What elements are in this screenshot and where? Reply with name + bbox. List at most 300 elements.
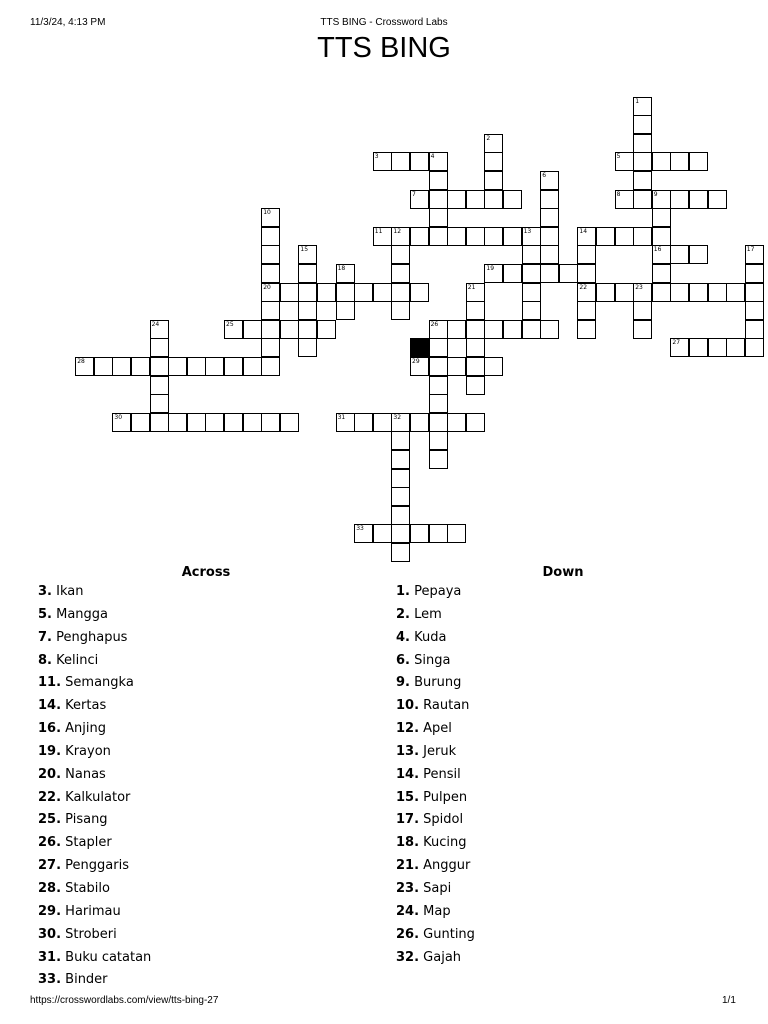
grid-cell[interactable]: [243, 357, 262, 376]
grid-cell[interactable]: [484, 227, 503, 246]
grid-cell[interactable]: [429, 394, 448, 413]
grid-cell[interactable]: [150, 320, 169, 339]
clue-text: Pensil: [419, 766, 461, 782]
clue-text: Stabilo: [61, 880, 110, 896]
across-clue: [38, 926, 151, 949]
clue-text: Kalkulator: [61, 789, 131, 805]
grid-cell[interactable]: [261, 283, 280, 302]
grid-cell[interactable]: [336, 413, 355, 432]
grid-cell[interactable]: [577, 245, 596, 264]
clue-number: 17.: [396, 812, 420, 828]
cell-number: 23: [635, 283, 643, 291]
grid-cell[interactable]: [540, 264, 559, 283]
grid-cell[interactable]: [429, 320, 448, 339]
cell-number: 28: [77, 357, 85, 365]
grid-cell[interactable]: [373, 413, 392, 432]
down-clue: [396, 857, 475, 880]
grid-cell[interactable]: [596, 227, 615, 246]
grid-cell[interactable]: [447, 320, 466, 339]
grid-cell[interactable]: [391, 431, 410, 450]
grid-cell[interactable]: [447, 227, 466, 246]
grid-cell[interactable]: [689, 152, 708, 171]
grid-cell[interactable]: [298, 338, 317, 357]
grid-cell[interactable]: [261, 320, 280, 339]
cell-number: 7: [412, 190, 416, 198]
grid-cell[interactable]: [168, 357, 187, 376]
grid-cell[interactable]: [298, 320, 317, 339]
across-clue: [38, 583, 151, 606]
grid-cell[interactable]: [726, 338, 745, 357]
grid-cell[interactable]: [429, 171, 448, 190]
grid-cell[interactable]: [261, 245, 280, 264]
clue-text: Kelinci: [51, 652, 99, 668]
grid-cell[interactable]: [633, 283, 652, 302]
grid-cell[interactable]: [205, 357, 224, 376]
clue-number: 28.: [38, 880, 62, 896]
clue-text: Penghapus: [51, 629, 128, 645]
grid-cell[interactable]: [708, 338, 727, 357]
clue-text: Ikan: [51, 584, 84, 599]
grid-cell[interactable]: [429, 524, 448, 543]
grid-cell[interactable]: [373, 227, 392, 246]
cell-number: 22: [579, 283, 588, 291]
across-clue: [38, 857, 151, 880]
grid-cell[interactable]: [429, 227, 448, 246]
grid-cell[interactable]: [205, 413, 224, 432]
grid-cell[interactable]: [447, 357, 466, 376]
clue-text: Apel: [419, 721, 452, 737]
grid-cell[interactable]: [652, 283, 671, 302]
down-clue: [396, 811, 475, 834]
grid-cell[interactable]: [689, 245, 708, 264]
grid-cell[interactable]: [336, 301, 355, 320]
grid-cell[interactable]: [317, 283, 336, 302]
grid-cell[interactable]: [615, 227, 634, 246]
across-heading: Across: [181, 565, 231, 580]
grid-cell[interactable]: [670, 245, 689, 264]
grid-cell[interactable]: [429, 338, 448, 357]
down-clue: [396, 652, 475, 675]
grid-cell[interactable]: [429, 208, 448, 227]
grid-cell[interactable]: [410, 190, 429, 209]
grid-cell[interactable]: [484, 320, 503, 339]
down-clue: [396, 789, 475, 812]
clue-text: Buku catatan: [61, 949, 152, 965]
grid-cell[interactable]: [429, 413, 448, 432]
grid-cell[interactable]: [354, 524, 373, 543]
grid-cell[interactable]: [224, 357, 243, 376]
cell-number: 30: [114, 413, 123, 421]
down-clue: [396, 743, 475, 766]
grid-cell[interactable]: [466, 338, 485, 357]
cell-number: 9: [653, 190, 658, 198]
clue-text: Spidol: [419, 812, 464, 828]
grid-cell[interactable]: [503, 227, 522, 246]
clue-number: 30.: [38, 926, 62, 942]
grid-cell[interactable]: [410, 152, 429, 171]
cell-number: 4: [430, 153, 435, 161]
grid-cell[interactable]: [503, 190, 522, 209]
grid-cell[interactable]: [540, 320, 559, 339]
grid-cell[interactable]: [429, 450, 448, 469]
grid-cell[interactable]: [559, 264, 578, 283]
grid-cell[interactable]: [615, 190, 634, 209]
grid-cell[interactable]: [577, 264, 596, 283]
grid-cell[interactable]: [745, 264, 764, 283]
grid-cell[interactable]: [429, 376, 448, 395]
grid-cell[interactable]: [689, 190, 708, 209]
grid-cell[interactable]: [540, 227, 559, 246]
cell-number: 13: [523, 227, 532, 235]
down-clue: [396, 766, 475, 789]
grid-cell[interactable]: [670, 283, 689, 302]
cell-number: 25: [226, 320, 234, 328]
grid-cell[interactable]: [670, 338, 689, 357]
grid-cell[interactable]: [354, 413, 373, 432]
grid-cell[interactable]: [652, 152, 671, 171]
grid-cell[interactable]: [224, 320, 243, 339]
grid-cell[interactable]: [131, 413, 150, 432]
grid-cell[interactable]: [726, 283, 745, 302]
down-clue: [396, 583, 475, 606]
grid-cell[interactable]: [466, 301, 485, 320]
grid-cell[interactable]: [577, 320, 596, 339]
cell-number: 15: [300, 246, 309, 254]
grid-cell[interactable]: [540, 171, 559, 190]
grid-cell[interactable]: [633, 134, 652, 153]
grid-cell[interactable]: [633, 115, 652, 134]
grid-cell[interactable]: [466, 227, 485, 246]
black-cell: [410, 338, 429, 357]
grid-cell[interactable]: [577, 301, 596, 320]
clue-number: 8.: [38, 652, 52, 668]
grid-cell[interactable]: [150, 413, 169, 432]
clue-number: 1.: [396, 584, 410, 599]
clue-number: 24.: [396, 903, 420, 919]
clue-number: 12.: [396, 721, 420, 737]
clue-text: Binder: [61, 972, 108, 988]
down-clue: [396, 949, 475, 972]
clue-number: 9.: [396, 675, 410, 691]
grid-cell[interactable]: [261, 357, 280, 376]
grid-cell[interactable]: [447, 190, 466, 209]
grid-cell[interactable]: [224, 413, 243, 432]
clue-number: 2.: [396, 606, 410, 622]
grid-cell[interactable]: [540, 190, 559, 209]
grid-cell[interactable]: [261, 338, 280, 357]
grid-cell[interactable]: [391, 487, 410, 506]
grid-cell[interactable]: [150, 357, 169, 376]
cell-number: 32: [393, 413, 402, 421]
grid-cell[interactable]: [708, 190, 727, 209]
grid-cell[interactable]: [745, 320, 764, 339]
grid-cell[interactable]: [447, 413, 466, 432]
grid-cell[interactable]: [354, 283, 373, 302]
grid-cell[interactable]: [391, 469, 410, 488]
grid-cell[interactable]: [670, 190, 689, 209]
grid-cell[interactable]: [261, 301, 280, 320]
clue-text: Semangka: [61, 675, 134, 691]
grid-cell[interactable]: [280, 320, 299, 339]
clue-text: Map: [419, 903, 451, 919]
clue-number: 32.: [396, 949, 420, 965]
grid-cell[interactable]: [391, 413, 410, 432]
grid-cell[interactable]: [261, 264, 280, 283]
cell-number: 18: [337, 264, 346, 272]
clue-text: Sapi: [419, 880, 452, 896]
grid-cell[interactable]: [187, 357, 206, 376]
grid-cell[interactable]: [391, 524, 410, 543]
clue-text: Pepaya: [409, 584, 462, 599]
grid-cell[interactable]: [410, 413, 429, 432]
clue-number: 29.: [38, 903, 62, 919]
down-clue-list: [396, 583, 475, 971]
grid-cell[interactable]: [745, 245, 764, 264]
grid-cell[interactable]: [633, 152, 652, 171]
cell-number: 26: [430, 320, 439, 328]
clue-number: 33.: [38, 972, 62, 988]
grid-cell[interactable]: [373, 524, 392, 543]
grid-cell[interactable]: [168, 413, 187, 432]
grid-cell[interactable]: [633, 301, 652, 320]
across-clue: [38, 652, 151, 675]
grid-cell[interactable]: [298, 283, 317, 302]
grid-cell[interactable]: [94, 357, 113, 376]
clue-number: 27.: [38, 858, 62, 874]
grid-cell[interactable]: [466, 320, 485, 339]
grid-cell[interactable]: [503, 320, 522, 339]
down-clue: [396, 674, 475, 697]
grid-cell[interactable]: [689, 338, 708, 357]
grid-cell[interactable]: [298, 245, 317, 264]
grid-cell[interactable]: [577, 283, 596, 302]
grid-cell[interactable]: [261, 208, 280, 227]
clue-number: 25.: [38, 812, 62, 828]
grid-cell[interactable]: [112, 357, 131, 376]
grid-cell[interactable]: [689, 283, 708, 302]
grid-cell[interactable]: [429, 190, 448, 209]
cell-number: 12: [393, 227, 402, 235]
clue-number: 5.: [38, 606, 52, 622]
grid-cell[interactable]: [615, 283, 634, 302]
grid-cell[interactable]: [391, 245, 410, 264]
grid-cell[interactable]: [112, 413, 131, 432]
grid-cell[interactable]: [187, 413, 206, 432]
grid-cell[interactable]: [522, 245, 541, 264]
cell-number: 10: [263, 209, 271, 217]
grid-cell[interactable]: [633, 190, 652, 209]
grid-cell[interactable]: [410, 357, 429, 376]
clue-number: 13.: [396, 743, 420, 759]
across-clue: [38, 971, 151, 994]
grid-cell[interactable]: [652, 190, 671, 209]
grid-cell[interactable]: [503, 264, 522, 283]
clue-number: 6.: [396, 652, 410, 668]
grid-cell[interactable]: [522, 283, 541, 302]
grid-cell[interactable]: [336, 264, 355, 283]
clue-text: Jeruk: [419, 743, 457, 759]
grid-cell[interactable]: [745, 301, 764, 320]
clue-number: 11.: [38, 675, 62, 691]
down-clue: [396, 697, 475, 720]
grid-cell[interactable]: [410, 283, 429, 302]
grid-cell[interactable]: [484, 264, 503, 283]
grid-cell[interactable]: [429, 152, 448, 171]
grid-cell[interactable]: [150, 338, 169, 357]
grid-cell[interactable]: [652, 264, 671, 283]
grid-cell[interactable]: [484, 152, 503, 171]
clue-text: Lem: [409, 606, 442, 622]
grid-cell[interactable]: [317, 320, 336, 339]
grid-cell[interactable]: [429, 357, 448, 376]
grid-cell[interactable]: [261, 227, 280, 246]
across-clue: [38, 697, 151, 720]
grid-cell[interactable]: [466, 357, 485, 376]
grid-cell[interactable]: [391, 227, 410, 246]
grid-cell[interactable]: [410, 227, 429, 246]
clue-text: Kertas: [61, 698, 107, 714]
grid-cell[interactable]: [131, 357, 150, 376]
grid-cell[interactable]: [522, 320, 541, 339]
clue-number: 7.: [38, 629, 52, 645]
grid-cell[interactable]: [540, 245, 559, 264]
cell-number: 27: [672, 339, 681, 347]
down-clue: [396, 629, 475, 652]
grid-cell[interactable]: [280, 283, 299, 302]
grid-cell[interactable]: [484, 190, 503, 209]
cell-number: 3: [374, 153, 379, 161]
grid-cell[interactable]: [708, 283, 727, 302]
clue-number: 3.: [38, 584, 52, 599]
grid-cell[interactable]: [391, 301, 410, 320]
grid-cell[interactable]: [522, 264, 541, 283]
grid-cell[interactable]: [150, 376, 169, 395]
clue-text: Singa: [409, 652, 451, 668]
grid-cell[interactable]: [577, 227, 596, 246]
across-clue: [38, 766, 151, 789]
across-clue-list: [38, 583, 151, 994]
grid-cell[interactable]: [298, 264, 317, 283]
grid-cell[interactable]: [243, 320, 262, 339]
grid-cell[interactable]: [261, 413, 280, 432]
grid-cell[interactable]: [484, 357, 503, 376]
grid-cell[interactable]: [391, 283, 410, 302]
grid-cell[interactable]: [410, 524, 429, 543]
cell-number: 1: [635, 97, 640, 105]
grid-cell[interactable]: [391, 543, 410, 562]
cell-number: 16: [653, 246, 662, 254]
grid-cell[interactable]: [466, 190, 485, 209]
print-datetime: 11/3/24, 4:13 PM: [30, 17, 106, 28]
clue-number: 14.: [38, 698, 62, 714]
grid-cell[interactable]: [652, 227, 671, 246]
clue-text: Kucing: [419, 835, 467, 851]
across-clue: [38, 629, 151, 652]
down-clue: [396, 903, 475, 926]
grid-cell[interactable]: [522, 301, 541, 320]
cell-number: 20: [263, 283, 271, 291]
grid-cell[interactable]: [280, 413, 299, 432]
clue-number: 4.: [396, 629, 410, 645]
grid-cell[interactable]: [633, 320, 652, 339]
grid-cell[interactable]: [540, 208, 559, 227]
clue-number: 23.: [396, 880, 420, 896]
grid-cell[interactable]: [745, 283, 764, 302]
clue-text: Mangga: [51, 606, 109, 622]
clue-text: Stroberi: [61, 926, 117, 942]
grid-cell[interactable]: [243, 413, 262, 432]
across-clue: [38, 674, 151, 697]
across-clue: [38, 720, 151, 743]
down-clue: [396, 720, 475, 743]
grid-cell[interactable]: [150, 394, 169, 413]
grid-cell[interactable]: [391, 506, 410, 525]
across-clue: [38, 789, 151, 812]
clue-text: Stapler: [61, 835, 112, 851]
grid-cell[interactable]: [466, 376, 485, 395]
grid-cell[interactable]: [336, 283, 355, 302]
grid-cell[interactable]: [633, 227, 652, 246]
grid-cell[interactable]: [745, 338, 764, 357]
grid-cell[interactable]: [373, 283, 392, 302]
grid-cell[interactable]: [615, 152, 634, 171]
grid-cell[interactable]: [670, 152, 689, 171]
clue-number: 16.: [38, 721, 62, 737]
grid-cell[interactable]: [466, 283, 485, 302]
grid-cell[interactable]: [484, 134, 503, 153]
clue-number: 22.: [38, 789, 62, 805]
clue-text: Gajah: [419, 949, 462, 965]
clue-number: 20.: [38, 766, 62, 782]
clue-number: 14.: [396, 766, 420, 782]
cell-number: 2: [486, 134, 491, 142]
cell-number: 11: [374, 227, 383, 235]
grid-cell[interactable]: [298, 301, 317, 320]
clue-number: 26.: [396, 926, 420, 942]
grid-cell[interactable]: [391, 264, 410, 283]
cell-number: 21: [467, 283, 476, 291]
grid-cell[interactable]: [652, 245, 671, 264]
grid-cell[interactable]: [633, 171, 652, 190]
grid-cell[interactable]: [466, 413, 485, 432]
clue-text: Nanas: [61, 766, 106, 782]
grid-cell[interactable]: [522, 227, 541, 246]
grid-cell[interactable]: [391, 450, 410, 469]
across-clue: [38, 880, 151, 903]
across-clue: [38, 811, 151, 834]
grid-cell[interactable]: [484, 171, 503, 190]
down-clue: [396, 606, 475, 629]
clue-number: 31.: [38, 949, 62, 965]
grid-cell[interactable]: [391, 152, 410, 171]
grid-cell[interactable]: [633, 97, 652, 116]
clue-number: 21.: [396, 858, 420, 874]
grid-cell[interactable]: [429, 431, 448, 450]
print-page-title: TTS BING - Crossword Labs: [320, 17, 448, 28]
clue-text: Krayon: [61, 743, 111, 759]
grid-cell[interactable]: [596, 283, 615, 302]
cell-number: 24: [151, 320, 160, 328]
grid-cell[interactable]: [75, 357, 94, 376]
clue-text: Pulpen: [419, 789, 468, 805]
grid-cell[interactable]: [652, 208, 671, 227]
cell-number: 17: [746, 246, 755, 254]
clue-number: 18.: [396, 835, 420, 851]
grid-cell[interactable]: [447, 524, 466, 543]
clue-text: Pisang: [61, 812, 108, 828]
grid-cell[interactable]: [373, 152, 392, 171]
clue-text: Gunting: [419, 926, 475, 942]
